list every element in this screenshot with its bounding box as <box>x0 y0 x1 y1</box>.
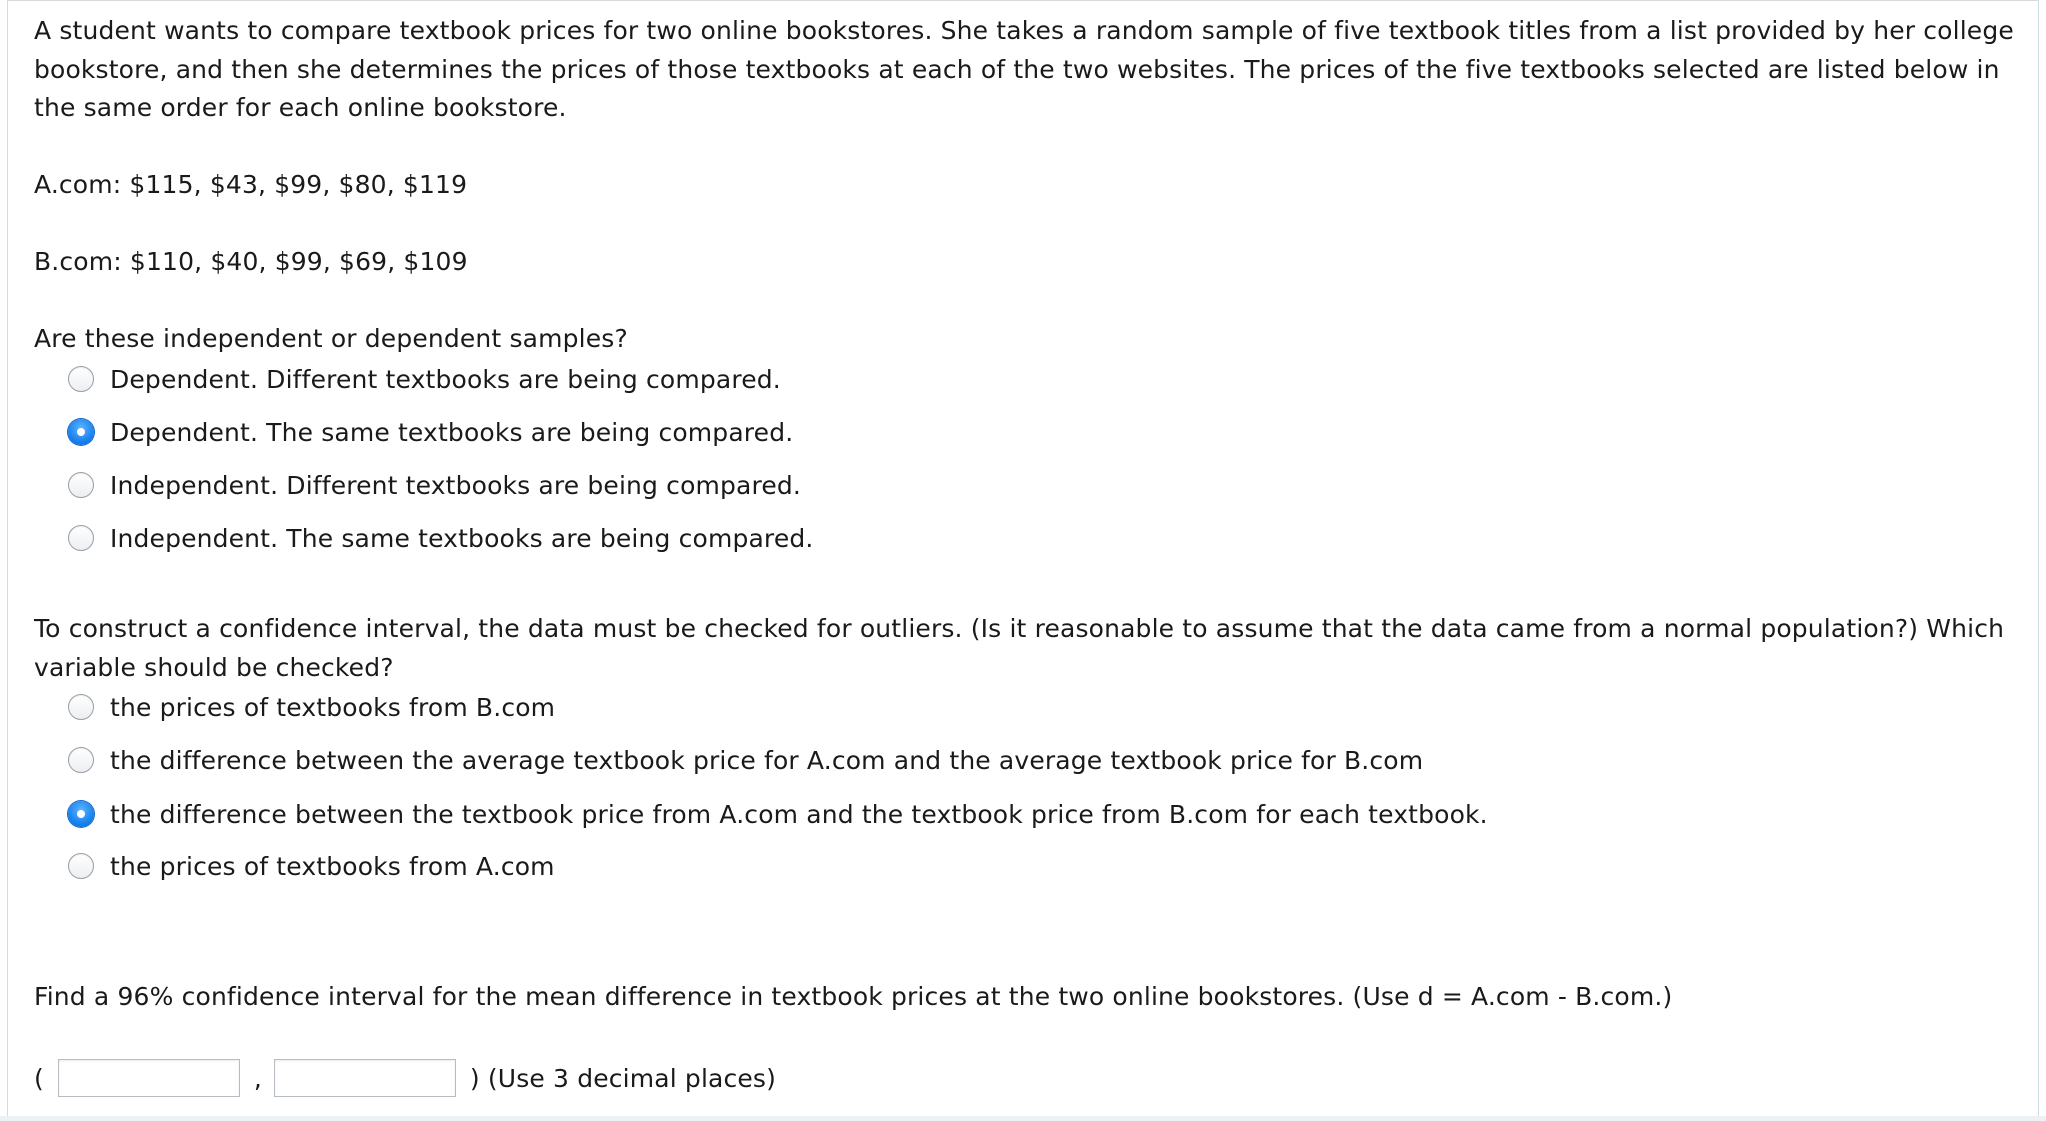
radio-button[interactable] <box>68 853 94 879</box>
q1-option-dependent-different[interactable] <box>68 362 781 396</box>
radio-button-selected[interactable] <box>68 801 94 827</box>
q2-option-paired-difference[interactable] <box>68 797 1488 831</box>
q1-option-independent-same[interactable] <box>68 521 813 555</box>
option-label: the prices of textbooks from B.com <box>110 692 556 722</box>
question1-prompt: Are these independent or dependent samples? <box>34 324 628 353</box>
question-frame <box>7 0 2039 1121</box>
lower-bound-input[interactable] <box>58 1059 240 1097</box>
radio-button[interactable] <box>68 472 94 498</box>
option-label: the difference between the textbook price from A.com and the textbook price from B.com for each textbook. <box>110 799 1488 829</box>
option-label: Independent. The same textbooks are being compared. <box>110 523 814 553</box>
radio-button[interactable] <box>68 525 94 551</box>
q2-option-difference-of-averages[interactable] <box>68 743 1423 777</box>
question3-prompt: Find a 96% confidence interval for the mean difference in textbook prices at the two online bookstores. (Use d = A.com - B.com.) <box>34 982 1673 1011</box>
bottom-strip <box>0 1116 2046 1121</box>
option-label: Dependent. The same textbooks are being compared. <box>110 417 794 447</box>
a-com-prices: A.com: $115, $43, $99, $80, $119 <box>34 170 468 199</box>
radio-button[interactable] <box>68 694 94 720</box>
q2-option-prices-a-com[interactable] <box>68 849 555 883</box>
comma-separator: , <box>253 1063 263 1093</box>
option-label: Dependent. Different textbooks are being compared. <box>110 364 781 394</box>
radio-button[interactable] <box>68 366 94 392</box>
confidence-interval-answer <box>34 1058 776 1098</box>
q1-option-dependent-same[interactable] <box>68 415 793 449</box>
option-label: Independent. Different textbooks are being compared. <box>110 470 802 500</box>
b-com-prices: B.com: $110, $40, $99, $69, $109 <box>34 247 468 276</box>
q2-option-prices-b-com[interactable] <box>68 690 555 724</box>
option-label: the difference between the average textbook price for A.com and the average textbook price for B.com <box>110 745 1424 775</box>
q1-option-independent-different[interactable] <box>68 468 801 502</box>
open-paren: ( <box>34 1063 44 1093</box>
upper-bound-input[interactable] <box>274 1059 456 1097</box>
option-label: the prices of textbooks from A.com <box>110 851 555 881</box>
radio-button-selected[interactable] <box>68 419 94 445</box>
question2-prompt: To construct a confidence interval, the data must be checked for outliers. (Is it reasonable to assume that the data came from a normal population?) Which variable should be checked? <box>34 614 2005 682</box>
problem-intro: A student wants to compare textbook prices for two online bookstores. She takes a random sample of five textbook titles from a list provided by her college bookstore, and then she determines the prices of those textbooks at each of the two websites. The prices of the five textbooks selected are listed below in the same order for each online bookstore. <box>34 16 2014 122</box>
radio-button[interactable] <box>68 747 94 773</box>
decimal-places-hint: ) (Use 3 decimal places) <box>469 1063 777 1093</box>
